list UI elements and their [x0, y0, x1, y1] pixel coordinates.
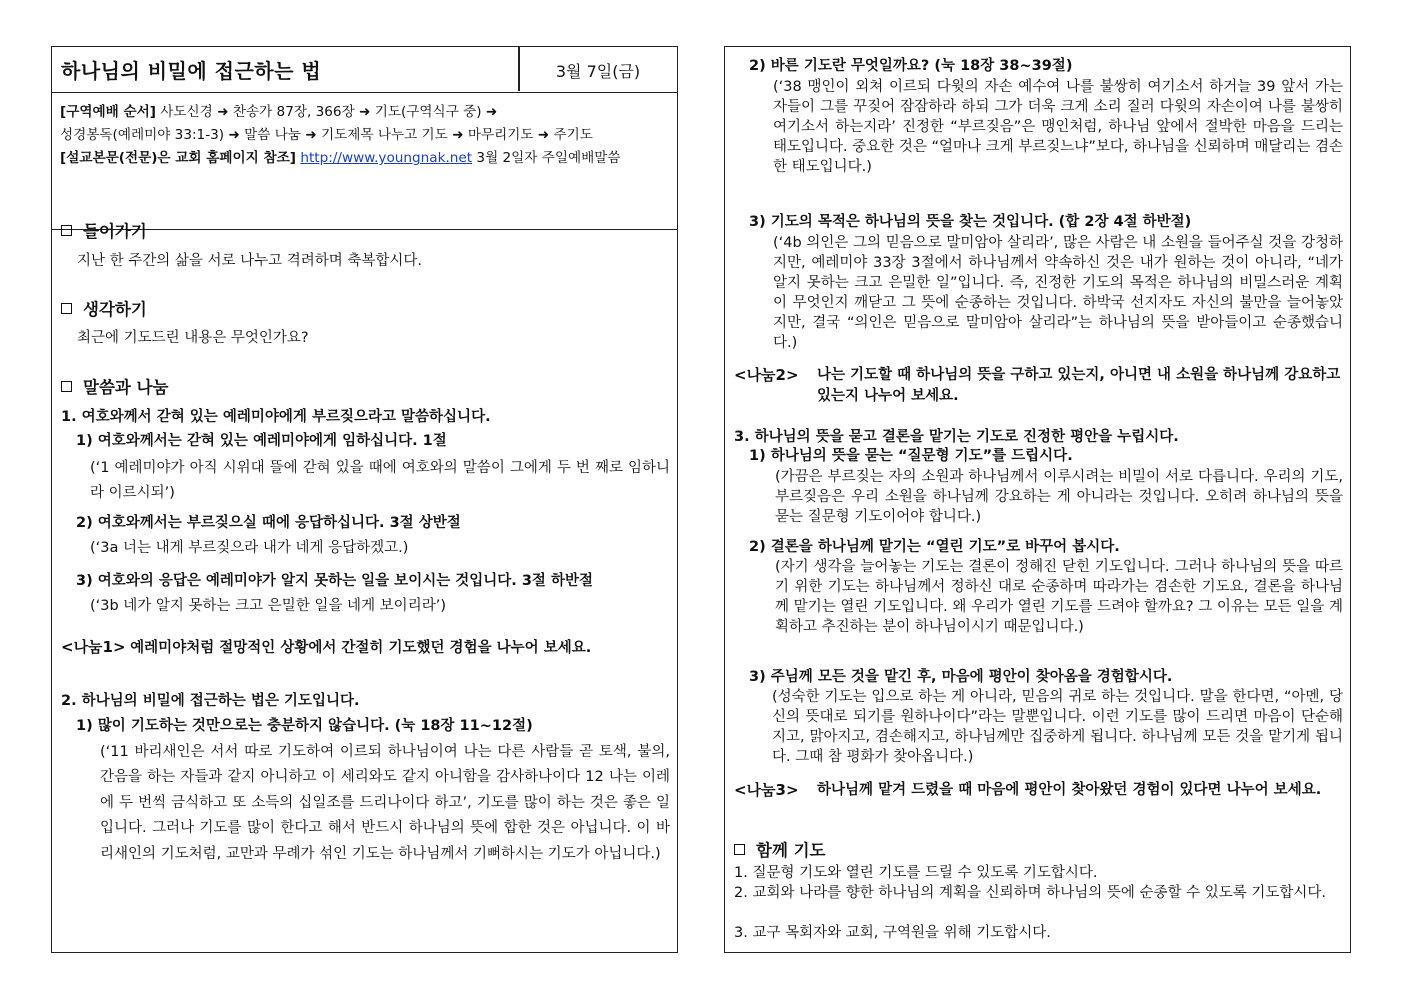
intro-text: 지난 한 주간의 삶을 서로 나누고 격려하며 축복합시다.: [77, 253, 423, 269]
point3-2: 2) 결론을 하나님께 맡기는 “열린 기도”로 바꾸어 봅시다.: [749, 539, 1120, 555]
point3-3-quote: (성숙한 기도는 입으로 하는 게 아니라, 믿음의 귀로 하는 것입니다. 말을 한다면, “아멘, 당신의 뜻대로 되기를 원하나이다”라는 말뿐입니다. 이런 기도를 많이 드리면 마음이 단순해지고, 맑아지고, 겸손해지고, 하나님께만 집중하게 됩니다. 하나님께 모든 것을 맡기게 됩니다. 그때 참 평화가 찾아옵니다.): [772, 689, 1343, 765]
share1: [61, 637, 591, 658]
point3-title: 3. 하나님의 뜻을 묻고 결론을 맡기는 기도로 진정한 평안을 누립시다.: [734, 429, 1179, 445]
point3-3: 3) 주님께 모든 것을 맡긴 후, 마음에 평안이 찾아옴을 경험합시다.: [749, 669, 1173, 685]
point3-1-quote: (가끔은 부르짖는 자의 소원과 하나님께서 이루시려는 비밀이 서로 다릅니다. 우리의 기도, 부르짖음은 우리 소원을 하나님께 강요하는 게 아니라는 것입니다. 오히려 하나님의 뜻을 묻는 질문형 기도이어야 합니다.): [775, 469, 1343, 525]
point1-1: 1) 여호와께서는 갇혀 있는 예레미야에게 임하십니다. 1절: [76, 433, 447, 449]
word-heading: 말씀과 나눔: [61, 378, 168, 398]
sermon-date: 3월 2일자 주일예배말씀: [472, 150, 621, 166]
point1-1-quote: (‘1 예레미야가 아직 시위대 뜰에 갇혀 있을 때에 여호와의 말씀이 그에게 두 번 째로 임하니라 이르시되’): [90, 460, 670, 501]
checkbox-icon: [734, 844, 745, 855]
think-text: 최근에 기도드린 내용은 무엇인가요?: [77, 330, 309, 346]
worship-order: [52, 93, 677, 230]
order-line1: 사도신경 ➜ 찬송가 87장, 366장 ➜ 기도(구역식구 중) ➜: [155, 104, 498, 120]
order-line2: 성경봉독(예레미야 33:1-3) ➜ 말씀 나눔 ➜ 기도제목 나누고 기도 ➜ 마무리기도 ➜ 주기도: [60, 127, 593, 143]
think-heading: 생각하기: [61, 300, 147, 320]
pray-item-2: 2. 교회와 나라를 향한 하나님의 계획을 신뢰하며 하나님의 뜻에 순종할 수 있도록 기도합시다.: [734, 885, 1327, 901]
share2-label: <나눔2>: [734, 366, 799, 384]
left-page: [51, 46, 678, 953]
share3-text: 하나님께 맡겨 드렸을 때 마음에 평안이 찾아왔던 경험이 있다면 나누어 보세요.: [817, 782, 1322, 798]
share1-label: <나눔1>: [61, 638, 126, 656]
intro-heading: 들어가기: [61, 222, 147, 242]
title-bar: [52, 47, 677, 93]
point1-title: 1. 여호와께서 갇혀 있는 예레미야에게 부르짖으라고 말씀하십니다.: [61, 409, 491, 425]
checkbox-icon: [61, 303, 72, 314]
point3-2-quote: (자기 생각을 늘어놓는 기도는 결론이 정해진 닫힌 기도입니다. 그러나 하나님의 뜻을 따르기 위한 기도는 하나님께서 정하신 대로 순종하며 따라가는 겸손한 기도요, 결론을 하나님께 맡기는 열린 기도입니다. 왜 우리가 열린 기도를 드려야 할까요? 그 이유는 모든 일을 계획하고 추진하는 분이 하나님이시기 때문입니다.): [775, 559, 1343, 635]
page-date: 3월 7일(금): [555, 62, 641, 81]
point3-1: 1) 하나님의 뜻을 묻는 “질문형 기도”를 드립시다.: [749, 448, 1073, 464]
checkbox-icon: [61, 225, 72, 236]
sermon-label: [설교본문(전문)은 교회 홈페이지 참조]: [60, 150, 297, 166]
point2-2-quote: (‘38 맹인이 외쳐 이르되 다윗의 자손 예수여 나를 불쌍히 여기소서 하거늘 39 앞서 가는 자들이 그를 꾸짖어 잠잠하라 하되 그가 더욱 크게 소리 질러 다윗의 자손이여 나를 불쌍히 여기소서 하는지라’ 진정한 “부르짖음”은 맹인처럼, 하나님 앞에서 절박한 마음을 드리는 태도입니다. 중요한 것은 “얼마나 크게 부르짖느냐”보다, 하나님을 신뢰하며 매달리는 겸손한 태도입니다.): [773, 79, 1343, 175]
homepage-link[interactable]: http://www.youngnak.net: [300, 150, 473, 166]
share3-label: <나눔3>: [734, 781, 799, 799]
point2-1: 1) 많이 기도하는 것만으로는 충분하지 않습니다. (눅 18장 11~12절): [76, 718, 533, 734]
point2-3-quote: (‘4b 의인은 그의 믿음으로 말미암아 살리라’, 많은 사람은 내 소원을 들어주실 것을 강청하지만, 예레미야 33장 3절에서 하나님께서 약속하신 것은 내가 원하는 것이 아니라, “네가 알지 못하는 크고 은밀한 일”입니다. 즉, 진정한 기도의 목적은 하나님의 비밀스러운 계획이 무엇인지 깨닫고 그 뜻에 순종하는 것입니다. 하박국 선지자도 자신의 불만을 늘어놓았지만, 결국 “의인은 믿음으로 말미암아 살리라”는 하나님의 뜻을 받아들이고 순종했습니다.): [773, 235, 1343, 351]
point2-1-quote: (‘11 바리새인은 서서 따로 기도하여 이르되 하나님이여 나는 다른 사람들 곧 토색, 불의, 간음을 하는 자들과 같지 아니하고 이 세리와도 같지 아니함을 감사하나이다 12 나는 이레에 두 번씩 금식하고 또 소득의 십일조를 드리나이다 하고’, 기도를 많이 하는 것은 좋은 일입니다. 그러나 기도를 많이 한다고 해서 반드시 하나님의 뜻에 합한 것은 아닙니다. 이 바리새인의 기도처럼, 교만과 무례가 섞인 기도는 하나님께서 기뻐하시는 기도가 아닙니다.): [100, 744, 670, 862]
point1-3-quote: (‘3b 네가 알지 못하는 크고 은밀한 일을 네게 보이리라’): [90, 598, 446, 614]
point1-3: 3) 여호와의 응답은 예레미야가 알지 못하는 일을 보이시는 것입니다. 3절 하반절: [76, 573, 594, 589]
page-title: 하나님의 비밀에 접근하는 법: [61, 59, 322, 83]
share2-text: 나는 기도할 때 하나님의 뜻을 구하고 있는지, 아니면 내 소원을 하나님께 강요하고 있는지 나누어 보세요.: [817, 367, 1341, 404]
right-page: [724, 46, 1351, 953]
point2-2: 2) 바른 기도란 무엇일까요? (눅 18장 38~39절): [749, 58, 1073, 74]
checkbox-icon: [61, 381, 72, 392]
share1-text: 예레미야처럼 절망적인 상황에서 간절히 기도했던 경험을 나누어 보세요.: [130, 640, 592, 656]
pray-item-3: 3. 교구 목회자와 교회, 구역원을 위해 기도합시다.: [734, 925, 1051, 941]
point2-title: 2. 하나님의 비밀에 접근하는 법은 기도입니다.: [61, 693, 360, 709]
order-label: [구역예배 순서]: [60, 104, 156, 120]
point1-2-quote: (‘3a 너는 내게 부르짖으라 내가 네게 응답하겠고.): [90, 540, 409, 556]
pray-heading: 함께 기도: [734, 841, 826, 861]
point1-2: 2) 여호와께서는 부르짖으실 때에 응답하십니다. 3절 상반절: [76, 515, 461, 531]
pray-item-1: 1. 질문형 기도와 열린 기도를 드릴 수 있도록 기도합시다.: [734, 865, 1098, 881]
point2-3: 3) 기도의 목적은 하나님의 뜻을 찾는 것입니다. (합 2장 4절 하반절): [749, 214, 1192, 230]
